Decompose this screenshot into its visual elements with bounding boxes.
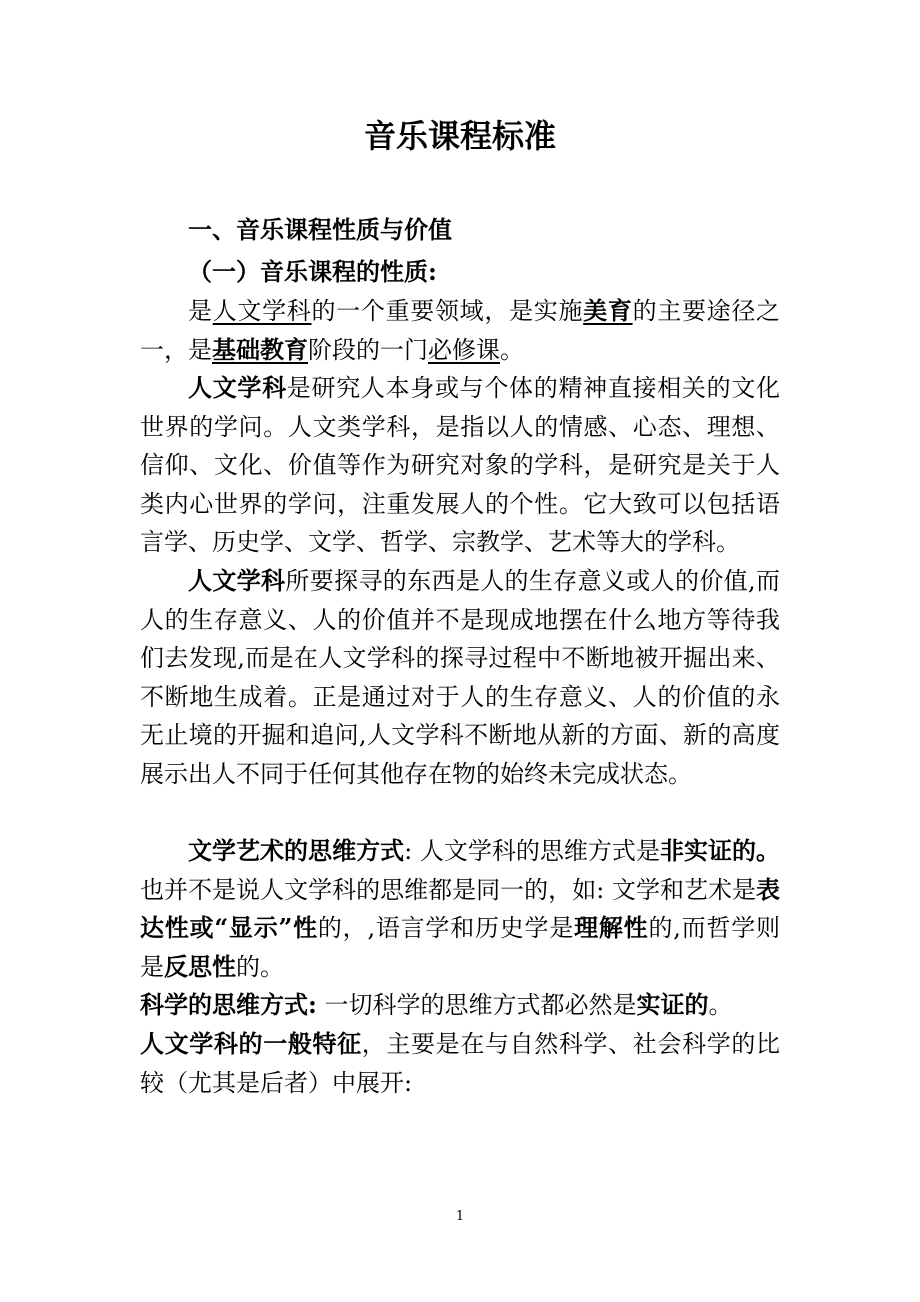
- bold-term: 人文学科: [188, 566, 286, 595]
- underlined-term-aesthetic-education: 美育: [583, 296, 633, 325]
- text-run: 的主要途径之一，是: [140, 297, 781, 364]
- text-run: 一切科学的思维方式都必然是: [316, 991, 637, 1019]
- text-run: 的,而哲学则是: [140, 914, 781, 981]
- underlined-term-humanities: 人文学科: [212, 297, 312, 325]
- paragraph-art-thinking: [140, 832, 780, 986]
- page-number: 1: [455, 1209, 465, 1224]
- text-run: 所要探寻的东西是人的生存意义或人的价值,而人的生存意义、人的价值并不是现成地摆在什么地方等待我们去发现,而是在人文学科的探寻过程中不断地被开掘出来、不断地生成着。正是通过对于人的生存意义、人的价值的永无止境的开掘和追问,人文学科不断地从新的方面、新的高度展示出人不同于任何其他存在物的始终未完成状态。: [140, 567, 780, 788]
- paragraph-nature: [140, 292, 780, 369]
- subsection-heading: （一）音乐课程的性质:: [188, 257, 437, 286]
- text-run: 是研究人本身或与个体的精神直接相关的文化世界的学问。人文类学科，是指以人的情感、心态、理想、信仰、文化、价值等作为研究对象的学科，是研究是关于人类内心世界的学问，注重发展人的个性。它大致可以包括语言学、历史学、文学、哲学、宗教学、艺术等大的学科。: [140, 374, 781, 556]
- bold-term: 理解性: [574, 913, 649, 942]
- bold-term: 人文学科的一般特征: [140, 1029, 362, 1058]
- bold-term: 人文学科: [188, 373, 287, 402]
- text-run: 的。: [236, 952, 284, 981]
- text-run: 。: [500, 335, 524, 364]
- text-run: 阶段的一门: [308, 335, 428, 364]
- paragraph-humanities-features: [140, 1025, 780, 1102]
- bold-term: 文学艺术的思维方式: [188, 836, 405, 865]
- bold-term: 反思性: [164, 951, 236, 981]
- text-run: 是: [188, 297, 213, 325]
- bold-term: 实证的: [636, 990, 709, 1019]
- underlined-term-required-course: 必修课: [428, 335, 500, 364]
- paragraph-science-thinking: [140, 986, 780, 1025]
- bold-term: 表达性或“显示”性: [140, 874, 780, 942]
- text-run: 的，,语言学和历史学是: [317, 914, 575, 942]
- paragraph-humanities-definition: [140, 369, 780, 562]
- paragraph-humanities-meaning: [140, 562, 780, 793]
- text-run: 也并不是说人文学科的思维都是同一的，如: 文学和艺术是: [140, 875, 756, 904]
- text-run: 的一个重要领域，是实施: [311, 297, 584, 325]
- section-heading: 一、音乐课程性质与价值: [188, 215, 452, 244]
- underlined-term-basic-education: 基础教育: [212, 334, 308, 364]
- bold-term: 科学的思维方式:: [140, 990, 317, 1019]
- text-run: ，主要是在与自然科学、社会科学的比较（尤其是后者）中展开:: [140, 1030, 781, 1097]
- text-run: : 人文学科的思维方式是: [404, 837, 660, 865]
- page-title: 音乐课程标准: [363, 117, 556, 155]
- text-run: 。: [708, 991, 733, 1019]
- bold-term: 非实证的。: [659, 836, 780, 865]
